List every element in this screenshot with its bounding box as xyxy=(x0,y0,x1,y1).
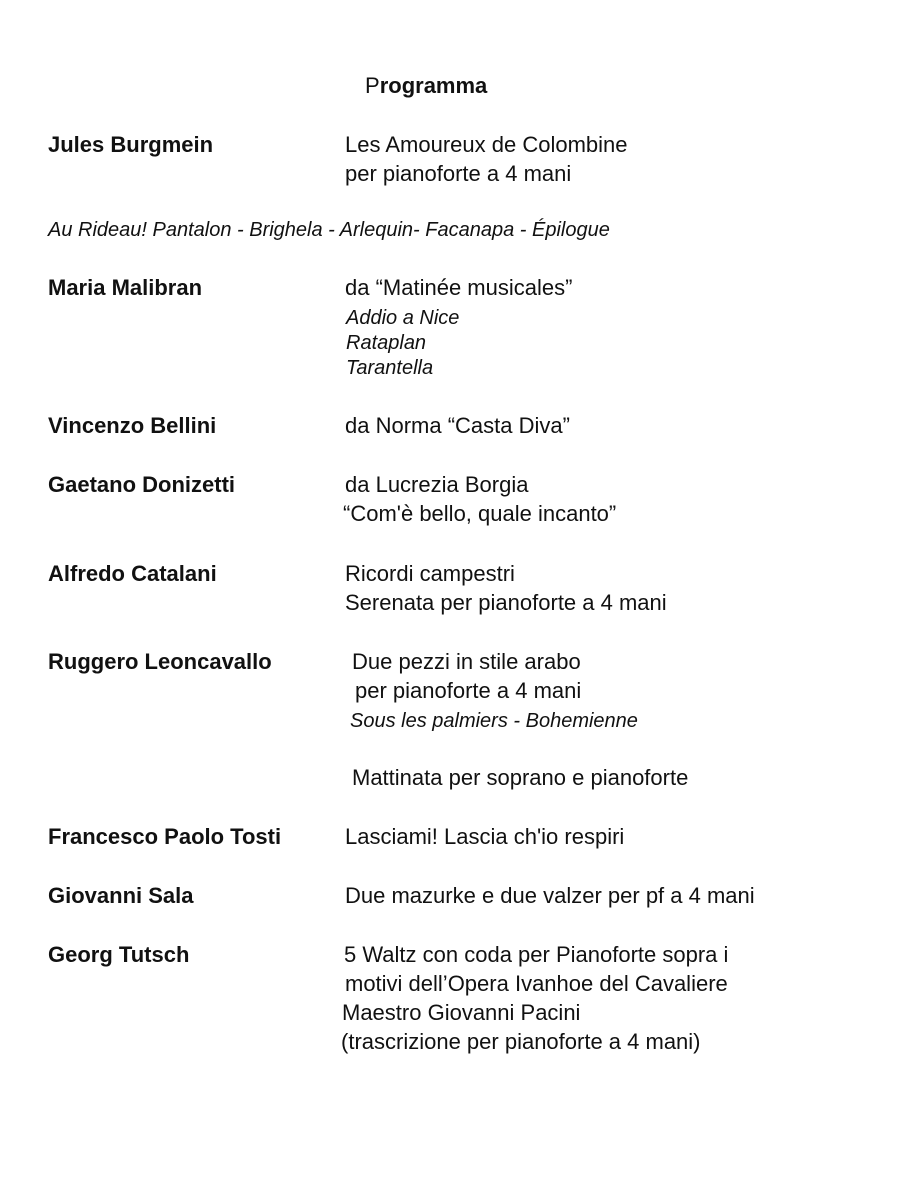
composer-bellini: Vincenzo Bellini xyxy=(48,413,217,438)
work-burgmein-line1: Les Amoureux de Colombine xyxy=(345,132,628,157)
work-tutsch-line4: (trascrizione per pianoforte a 4 mani) xyxy=(341,1029,701,1054)
title-rest: rogramma xyxy=(379,73,488,98)
page-title xyxy=(365,74,487,98)
composer-malibran: Maria Malibran xyxy=(48,275,203,300)
work-tutsch-line1: 5 Waltz con coda per Pianoforte sopra i xyxy=(344,942,729,967)
piece-malibran-1: Addio a Nice xyxy=(346,307,460,329)
work-donizetti-line1: da Lucrezia Borgia xyxy=(345,472,529,497)
work-malibran-line1: da “Matinée musicales” xyxy=(345,275,573,300)
work-donizetti-line2: “Com'è bello, quale incanto” xyxy=(343,501,617,526)
work-leoncavallo-line3: Mattinata per soprano e pianoforte xyxy=(352,765,689,790)
work-sala-line1: Due mazurke e due valzer per pf a 4 mani xyxy=(345,883,755,908)
work-catalani-line2: Serenata per pianoforte a 4 mani xyxy=(345,590,667,615)
composer-burgmein: Jules Burgmein xyxy=(48,132,214,157)
work-tutsch-line3: Maestro Giovanni Pacini xyxy=(342,1000,581,1025)
composer-sala: Giovanni Sala xyxy=(48,883,194,908)
composer-catalani: Alfredo Catalani xyxy=(48,561,217,586)
title-first-letter: P xyxy=(365,73,380,98)
work-tutsch-line2: motivi dell’Opera Ivanhoe del Cavaliere xyxy=(345,971,728,996)
work-leoncavallo-line1: Due pezzi in stile arabo xyxy=(352,649,581,674)
composer-tosti: Francesco Paolo Tosti xyxy=(48,824,282,849)
composer-leoncavallo: Ruggero Leoncavallo xyxy=(48,649,272,674)
work-leoncavallo-line2: per pianoforte a 4 mani xyxy=(355,678,582,703)
movements-leoncavallo: Sous les palmiers - Bohemienne xyxy=(350,710,638,732)
work-tosti-line1: Lasciami! Lascia ch'io respiri xyxy=(345,824,625,849)
movements-burgmein: Au Rideau! Pantalon - Brighela - Arlequin- Facanapa - Épilogue xyxy=(48,219,610,241)
work-catalani-line1: Ricordi campestri xyxy=(345,561,515,586)
work-bellini-line1: da Norma “Casta Diva” xyxy=(345,413,570,438)
composer-donizetti: Gaetano Donizetti xyxy=(48,472,236,497)
composer-tutsch: Georg Tutsch xyxy=(48,942,190,967)
piece-malibran-3: Tarantella xyxy=(346,357,434,379)
work-burgmein-line2: per pianoforte a 4 mani xyxy=(345,161,572,186)
piece-malibran-2: Rataplan xyxy=(346,332,427,354)
